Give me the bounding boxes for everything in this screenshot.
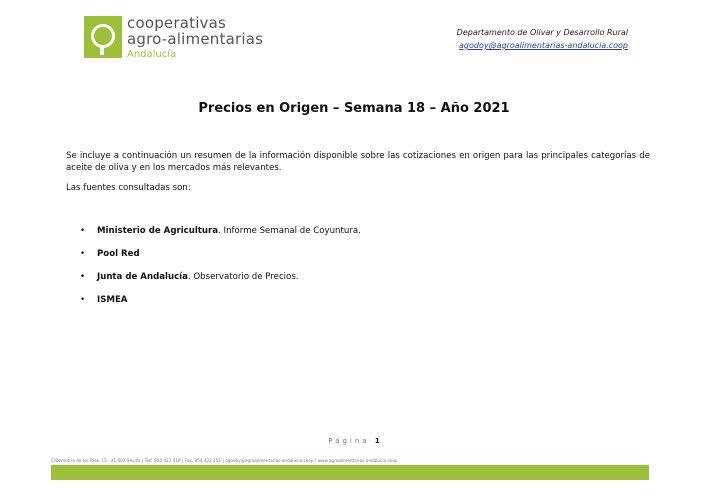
bullet-icon: • — [80, 295, 86, 305]
page-number — [0, 437, 708, 445]
department-name: Departamento de Olivar y Desarrollo Rural — [456, 28, 628, 37]
footer-contact: C/Demetrio de los Ríos, 15 · 41.003 Sevilla | Telf. 954 422 416 | Fax. 954 422 151 | agodoy@agroalimentarias-andalucia.coop | www.agroalimentarias-andalucia.coop — [51, 458, 398, 463]
source-item — [80, 248, 361, 271]
intro-paragraph: Se incluye a continuación un resumen de la información disponible sobre las cotizaciones en origen para las principales categorías de aceite de oliva y en los mercados más relevantes. — [66, 151, 650, 173]
source-item — [80, 294, 361, 317]
sources-intro: Las fuentes consultadas son: — [66, 183, 191, 193]
logo-stem — [100, 45, 104, 55]
source-item — [80, 225, 361, 248]
source-name: Ministerio de Agricultura — [97, 226, 219, 236]
source-detail: . Observatorio de Precios. — [187, 272, 299, 282]
logo-text-line2: agro-alimentarias — [127, 30, 264, 48]
logo-text-line1: cooperativas — [127, 14, 227, 32]
document-title: Precios en Origen – Semana 18 – Año 2021 — [198, 101, 510, 116]
source-name: Pool Red — [97, 249, 140, 259]
footer-bar — [51, 465, 649, 480]
sources-list — [80, 225, 361, 317]
bullet-icon: • — [80, 226, 86, 236]
logo-mark-icon — [84, 16, 122, 58]
logo-text-region: Andalucía — [127, 49, 177, 60]
page-label: Página — [328, 437, 370, 445]
source-item — [80, 271, 361, 294]
contact-email-link[interactable]: agodoy@agroalimentarias-andalucia.coop — [459, 41, 628, 50]
source-name: ISMEA — [97, 295, 128, 305]
source-detail: . Informe Semanal de Coyuntura. — [218, 226, 361, 236]
source-name: Junta de Andalucía — [97, 272, 188, 282]
bullet-icon: • — [80, 249, 86, 259]
bullet-icon: • — [80, 272, 86, 282]
logo — [84, 16, 264, 66]
page-number-value: 1 — [374, 437, 380, 445]
